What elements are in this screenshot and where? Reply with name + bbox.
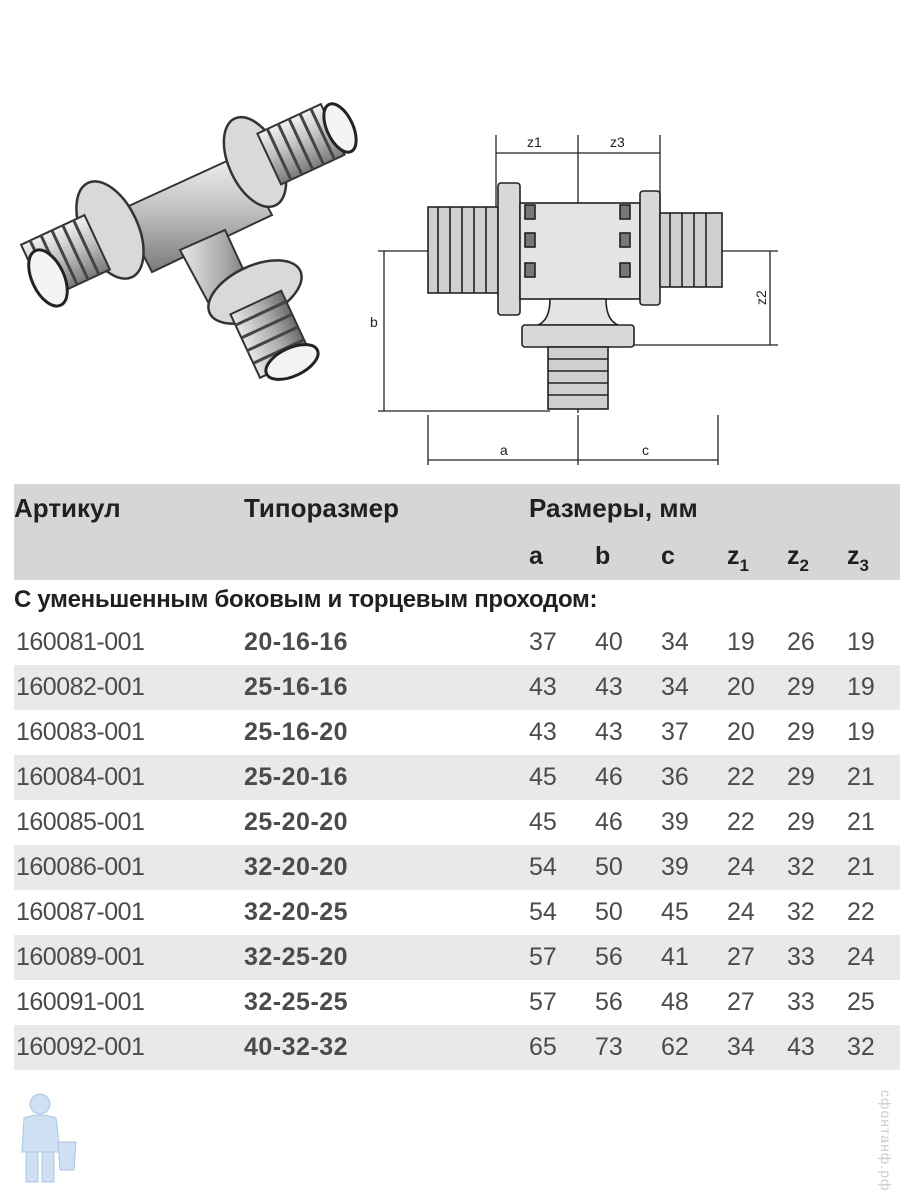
dim-z3-cell: 24 [847, 935, 900, 980]
table-subheader-row [14, 532, 900, 580]
dim-z2-cell: 33 [787, 935, 847, 980]
section-row [14, 580, 900, 620]
dim-label-b: b [370, 314, 378, 330]
dim-z3-cell: 25 [847, 980, 900, 1025]
dim-label-z1: z1 [527, 134, 542, 150]
table-row [14, 980, 900, 1025]
dim-z2-cell: 43 [787, 1025, 847, 1070]
dim-a-cell: 65 [529, 1025, 595, 1070]
article-cell: 160084-001 [14, 755, 244, 800]
dim-z1-cell: 34 [727, 1025, 787, 1070]
dim-z1-cell: 27 [727, 935, 787, 980]
dim-z3-cell: 22 [847, 890, 900, 935]
dim-z1-cell: 27 [727, 980, 787, 1025]
plumber-mascot-logo [10, 1090, 80, 1190]
dim-c-cell: 34 [661, 620, 727, 665]
dim-b-cell: 50 [595, 890, 661, 935]
dim-b-cell: 73 [595, 1025, 661, 1070]
dim-z2-cell: 29 [787, 800, 847, 845]
subheader-b: b [595, 541, 611, 570]
table-row [14, 800, 900, 845]
dim-z3-cell: 21 [847, 755, 900, 800]
dim-z1-cell: 22 [727, 755, 787, 800]
dim-c-cell: 39 [661, 800, 727, 845]
header-article: Артикул [14, 492, 121, 523]
tee-technical-drawing [370, 115, 790, 485]
dim-c-cell: 34 [661, 665, 727, 710]
dim-label-a: a [500, 442, 508, 458]
size-cell: 25-20-16 [244, 755, 529, 800]
size-cell: 32-20-25 [244, 890, 529, 935]
dimensions-table-wrapper [14, 484, 900, 1070]
dim-z3-cell: 19 [847, 710, 900, 755]
dim-b-cell: 43 [595, 665, 661, 710]
dim-z2-cell: 29 [787, 755, 847, 800]
dim-label-c: c [642, 442, 649, 458]
table-row [14, 1025, 900, 1070]
dim-a-cell: 43 [529, 710, 595, 755]
dim-z2-cell: 32 [787, 845, 847, 890]
dim-label-z2: z2 [753, 290, 769, 305]
dim-a-cell: 57 [529, 935, 595, 980]
product-figures [0, 0, 900, 480]
dim-c-cell: 39 [661, 845, 727, 890]
article-cell: 160087-001 [14, 890, 244, 935]
subheader-c: c [661, 541, 675, 570]
size-cell: 40-32-32 [244, 1025, 529, 1070]
table-row [14, 845, 900, 890]
dim-a-cell: 57 [529, 980, 595, 1025]
dim-z3-cell: 21 [847, 845, 900, 890]
table-row [14, 935, 900, 980]
size-cell: 32-25-20 [244, 935, 529, 980]
dim-b-cell: 43 [595, 710, 661, 755]
dim-z3-cell: 32 [847, 1025, 900, 1070]
dim-b-cell: 40 [595, 620, 661, 665]
article-cell: 160081-001 [14, 620, 244, 665]
table-row [14, 890, 900, 935]
dim-z1-cell: 24 [727, 890, 787, 935]
article-cell: 160091-001 [14, 980, 244, 1025]
article-cell: 160082-001 [14, 665, 244, 710]
article-cell: 160089-001 [14, 935, 244, 980]
dim-c-cell: 48 [661, 980, 727, 1025]
subheader-z1: $z_1$ [727, 541, 749, 575]
dim-z1-cell: 19 [727, 620, 787, 665]
dim-a-cell: 45 [529, 755, 595, 800]
table-row [14, 620, 900, 665]
dimensions-table [14, 484, 900, 1070]
section-title: С уменьшенным боковым и торцевым проходом: [14, 580, 900, 620]
dim-z3-cell: 19 [847, 620, 900, 665]
dim-a-cell: 54 [529, 845, 595, 890]
dim-z3-cell: 21 [847, 800, 900, 845]
size-cell: 32-25-25 [244, 980, 529, 1025]
dim-z2-cell: 29 [787, 710, 847, 755]
article-cell: 160085-001 [14, 800, 244, 845]
dim-a-cell: 54 [529, 890, 595, 935]
dim-z1-cell: 22 [727, 800, 787, 845]
table-header-row [14, 484, 900, 532]
dim-b-cell: 50 [595, 845, 661, 890]
dim-c-cell: 62 [661, 1025, 727, 1070]
dim-z2-cell: 26 [787, 620, 847, 665]
size-cell: 20-16-16 [244, 620, 529, 665]
size-cell: 32-20-20 [244, 845, 529, 890]
dim-b-cell: 46 [595, 755, 661, 800]
table-row [14, 755, 900, 800]
size-cell: 25-20-20 [244, 800, 529, 845]
dim-z2-cell: 29 [787, 665, 847, 710]
subheader-z2: $z_2$ [787, 541, 809, 575]
dim-z1-cell: 20 [727, 665, 787, 710]
dim-c-cell: 41 [661, 935, 727, 980]
dim-a-cell: 45 [529, 800, 595, 845]
article-cell: 160092-001 [14, 1025, 244, 1070]
watermark-text: сфонтанф.рф [878, 1090, 894, 1192]
article-cell: 160086-001 [14, 845, 244, 890]
header-dims: Размеры, мм [529, 492, 698, 523]
dim-b-cell: 46 [595, 800, 661, 845]
dim-b-cell: 56 [595, 980, 661, 1025]
dim-b-cell: 56 [595, 935, 661, 980]
header-size: Типоразмер [244, 492, 399, 523]
dim-z2-cell: 32 [787, 890, 847, 935]
dim-c-cell: 45 [661, 890, 727, 935]
dim-c-cell: 36 [661, 755, 727, 800]
dim-z1-cell: 24 [727, 845, 787, 890]
dim-z3-cell: 19 [847, 665, 900, 710]
dim-z1-cell: 20 [727, 710, 787, 755]
subheader-z3: $z_3$ [847, 541, 869, 575]
table-row [14, 710, 900, 755]
dim-a-cell: 37 [529, 620, 595, 665]
dim-a-cell: 43 [529, 665, 595, 710]
subheader-a: a [529, 541, 543, 570]
tee-fitting-3d-illustration [10, 100, 390, 500]
dim-c-cell: 37 [661, 710, 727, 755]
size-cell: 25-16-16 [244, 665, 529, 710]
dim-z2-cell: 33 [787, 980, 847, 1025]
table-row [14, 665, 900, 710]
size-cell: 25-16-20 [244, 710, 529, 755]
article-cell: 160083-001 [14, 710, 244, 755]
dim-label-z3: z3 [610, 134, 625, 150]
